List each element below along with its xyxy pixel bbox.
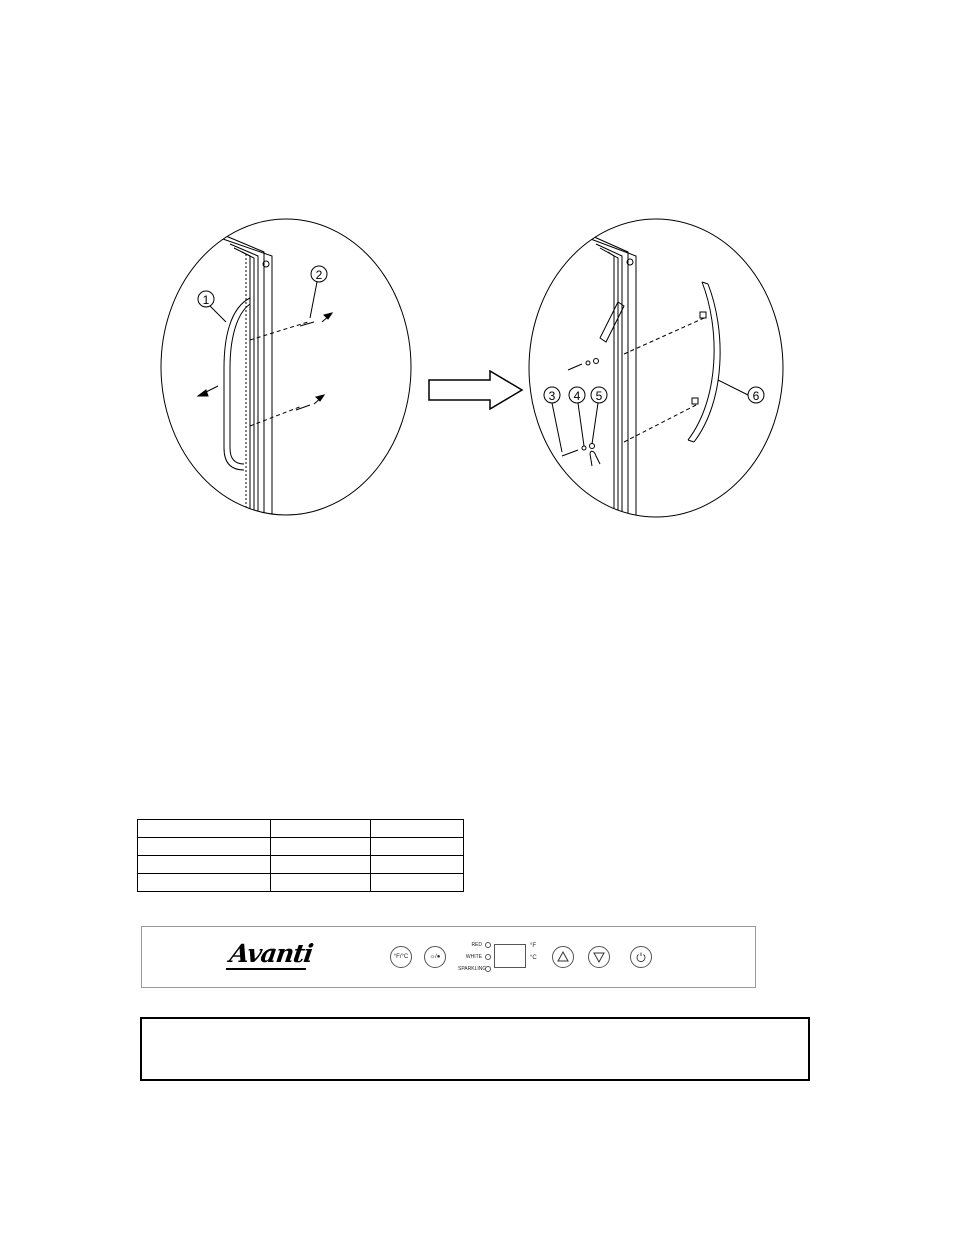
unit-c-label: °C [530,955,537,961]
table-cell [138,838,271,856]
callout-5 [591,387,607,444]
svg-text:2: 2 [315,268,323,282]
temperature-display [494,944,526,968]
magnify-circle [529,219,783,517]
down-button[interactable] [588,946,610,968]
right-arrow-icon [428,370,524,410]
table-cell [138,874,271,892]
led-red [458,940,491,950]
callout-4 [569,387,585,446]
handle-installation-figure [528,218,784,518]
table-row [138,874,464,892]
callout-6 [718,380,764,403]
svg-text:1: 1 [202,293,210,307]
down-arrow-icon [592,950,606,964]
table-row [138,820,464,838]
callout-2 [310,266,327,318]
handle-removal-figure [160,218,412,516]
callout-1 [198,291,226,322]
table-cell [138,820,271,838]
unit-f-label: °F [530,943,537,949]
led-indicator-icon [485,954,491,960]
table-cell [371,856,464,874]
callout-3 [544,387,562,452]
led-sparkling [458,964,491,974]
led-label: SPARKLING [458,966,487,972]
magnify-circle [161,219,411,515]
up-button[interactable] [552,946,574,968]
led-white [458,952,491,962]
power-button[interactable] [630,946,652,968]
svg-text:6: 6 [752,389,760,403]
logo-underline [226,968,306,970]
led-indicator-icon [485,942,491,948]
notice-box [140,1017,810,1081]
unit-toggle-label: °F/°C [393,954,409,960]
light-button-label: ☼/● [429,954,441,960]
power-icon [635,951,647,963]
table-cell [271,820,371,838]
table-cell [271,838,371,856]
led-label: WHITE [465,954,482,960]
table-row [138,856,464,874]
brand-logo: Avanti [227,939,315,968]
table-cell [271,874,371,892]
control-panel [141,926,756,988]
unit-toggle-button[interactable] [390,946,412,968]
table-cell [371,838,464,856]
svg-text:3: 3 [548,389,556,403]
led-indicator-icon [485,966,491,972]
svg-text:5: 5 [595,389,603,403]
light-button[interactable] [424,946,446,968]
led-label: RED [471,942,482,948]
spec-table [137,819,464,892]
table-cell [271,856,371,874]
table-row [138,838,464,856]
svg-text:4: 4 [573,389,581,403]
table-cell [371,820,464,838]
table-cell [371,874,464,892]
up-arrow-icon [556,950,570,964]
table-cell [138,856,271,874]
